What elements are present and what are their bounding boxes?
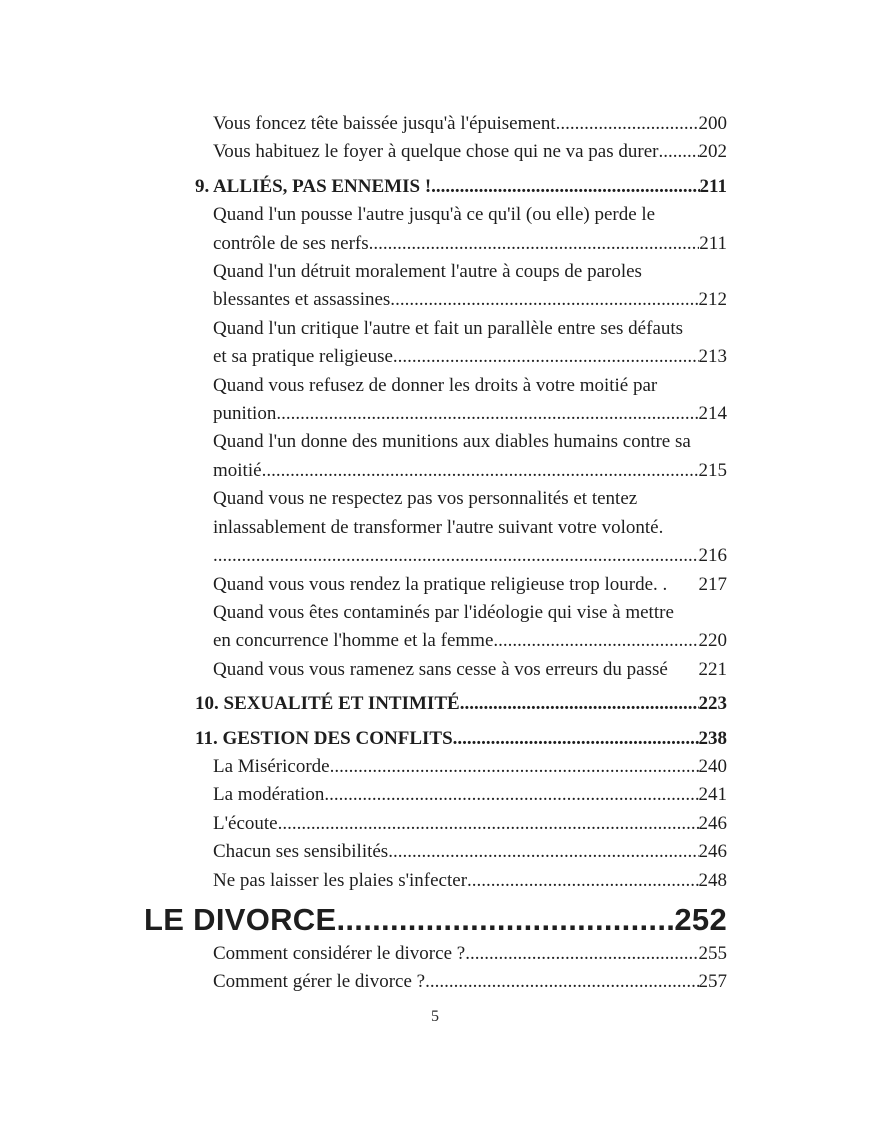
- dot-leader: [395, 286, 698, 314]
- table-of-contents: [144, 110, 727, 997]
- toc-entry-sub: [144, 571, 727, 599]
- toc-entry-page-number: 216: [698, 545, 727, 567]
- toc-entry-sub: [144, 372, 727, 429]
- dot-leader: [465, 940, 698, 968]
- toc-entry-page-number: 246: [698, 841, 727, 863]
- toc-entry-page-number: 223: [698, 693, 727, 715]
- toc-entry-line: [213, 599, 727, 627]
- toc-entry-sub: [144, 940, 727, 968]
- toc-entry-line: [213, 867, 727, 895]
- toc-entry-page-number: 200: [698, 113, 727, 134]
- toc-entry-title: blessantes et assassines.: [213, 289, 396, 311]
- toc-entry-line: [213, 940, 727, 968]
- toc-entry-line: [213, 343, 727, 371]
- toc-entry-chapter: [144, 173, 727, 201]
- dot-leader: [658, 138, 698, 166]
- toc-entry-sub: [144, 968, 727, 996]
- toc-entry-page-number: 255: [698, 942, 727, 964]
- toc-entry-sub: [144, 753, 727, 781]
- toc-entry-page-number: 215: [698, 459, 727, 481]
- toc-entry-line: [213, 781, 727, 809]
- dot-leader: [493, 627, 698, 655]
- toc-entry-title: Vous foncez tête baissée jusqu'à l'épuisement: [213, 113, 556, 134]
- toc-entry-title: L'écoute: [213, 812, 278, 834]
- toc-entry-line: [213, 457, 727, 485]
- toc-entry-line: [213, 372, 727, 400]
- toc-entry-line: [195, 173, 727, 201]
- toc-entry-title: Quand l'un détruit moralement l'autre à coups de paroles: [213, 261, 642, 283]
- toc-entry-title: contrôle de ses nerfs.: [213, 232, 374, 254]
- toc-entry-title: et sa pratique religieuse.: [213, 346, 398, 368]
- dot-leader: [460, 690, 699, 718]
- toc-entry-page-number: 257: [698, 971, 727, 993]
- toc-entry-title: Chacun ses sensibilités: [213, 841, 389, 863]
- dot-leader: [281, 400, 698, 428]
- toc-entry-title: 10. SEXUALITÉ ET INTIMITÉ: [195, 693, 460, 715]
- toc-entry-title: moitié: [213, 459, 262, 481]
- toc-entry-title: LE DIVORCE: [144, 901, 337, 937]
- toc-entry-page-number: 241: [698, 784, 727, 806]
- toc-entry-page-number: 221: [698, 658, 727, 680]
- toc-entry-page-number: 220: [698, 630, 727, 652]
- toc-entry-sub: [144, 838, 727, 866]
- toc-entry-sub: [144, 138, 727, 166]
- toc-entry-line: [213, 138, 727, 166]
- toc-entry-line: [213, 400, 727, 428]
- toc-entry-line: [213, 542, 727, 570]
- toc-entry-line: [213, 968, 727, 996]
- dot-leader: [425, 968, 698, 996]
- toc-entry-line: [213, 485, 727, 513]
- toc-entry-sub: [144, 315, 727, 372]
- toc-entry-line: [213, 286, 727, 314]
- dot-leader: [373, 230, 699, 258]
- toc-entry-line: [144, 900, 727, 940]
- toc-entry-page-number: 202: [698, 141, 727, 163]
- toc-entry-line: [213, 627, 727, 655]
- toc-entry-title: en concurrence l'homme et la femme: [213, 630, 494, 652]
- toc-entry-page-number: 252: [674, 901, 727, 937]
- toc-entry-title: Quand l'un donne des munitions aux diables humains contre sa: [213, 431, 691, 453]
- toc-entry-title: Quand l'un critique l'autre et fait un parallèle entre ses défauts: [213, 317, 684, 339]
- dot-leader: [324, 781, 698, 809]
- toc-entry-page-number: 213: [698, 346, 727, 368]
- dot-leader: [336, 900, 674, 940]
- toc-entry-title: Quand vous êtes contaminés par l'idéologie qui vise à mettre: [213, 601, 674, 623]
- toc-entry-title: inlassablement de transformer l'autre suivant votre volonté.: [213, 516, 664, 538]
- toc-entry-sub: [144, 656, 727, 684]
- dot-leader: [262, 457, 699, 485]
- toc-entry-title: Vous habituez le foyer à quelque chose qui ne va pas durer: [213, 141, 659, 163]
- toc-entry-title: Ne pas laisser les plaies s'infecter: [213, 869, 468, 891]
- dot-leader: [213, 542, 699, 570]
- dot-leader: [398, 343, 699, 371]
- toc-entry-page-number: 214: [698, 403, 727, 425]
- toc-entry-page-number: 238: [698, 727, 727, 749]
- toc-entry-page-number: 240: [698, 755, 727, 777]
- toc-entry-title: La Miséricorde: [213, 755, 330, 777]
- dot-leader: [330, 753, 699, 781]
- toc-entry-line: [213, 258, 727, 286]
- toc-entry-line: [195, 725, 727, 753]
- toc-entry-sub: [144, 110, 727, 138]
- toc-entry-line: [213, 571, 727, 599]
- toc-entry-title: punition.: [213, 403, 282, 425]
- toc-entry-chapter: [144, 690, 727, 718]
- toc-entry-page-number: 211: [699, 232, 727, 254]
- toc-entry-page-number: 212: [698, 289, 727, 311]
- toc-entry-title: 9. ALLIÉS, PAS ENNEMIS !: [195, 175, 432, 197]
- toc-entry-title: Comment gérer le divorce ?: [213, 971, 426, 993]
- toc-entry-line: [213, 201, 727, 229]
- dot-leader: [453, 725, 699, 753]
- toc-entry-sub: [144, 485, 727, 570]
- toc-entry-line: [195, 690, 727, 718]
- toc-entry-line: [213, 838, 727, 866]
- toc-entry-title: Quand l'un pousse l'autre jusqu'à ce qu'il (ou elle) perde le: [213, 204, 656, 226]
- toc-entry-sub: [144, 428, 727, 485]
- toc-entry-line: [213, 753, 727, 781]
- toc-entry-page-number: 211: [699, 175, 727, 197]
- toc-entry-sub: [144, 867, 727, 895]
- toc-entry-line: [213, 514, 727, 542]
- toc-entry-line: [213, 230, 727, 258]
- toc-entry-title: Quand vous vous rendez la pratique religieuse trop lourde. .: [213, 573, 668, 595]
- dot-leader: [467, 867, 698, 895]
- toc-entry-part: [144, 900, 727, 940]
- dot-leader: [431, 173, 699, 201]
- toc-entry-line: [213, 810, 727, 838]
- toc-entry-title: Quand vous vous ramenez sans cesse à vos erreurs du passé: [213, 658, 668, 680]
- toc-entry-title: Quand vous ne respectez pas vos personnalités et tentez: [213, 488, 638, 510]
- toc-entry-title: 11. GESTION DES CONFLITS: [195, 727, 453, 749]
- toc-entry-page-number: 246: [698, 812, 727, 834]
- dot-leader: [556, 110, 699, 138]
- toc-entry-sub: [144, 599, 727, 656]
- toc-entry-sub: [144, 810, 727, 838]
- page-number: 5: [431, 1008, 439, 1025]
- dot-leader: [388, 838, 698, 866]
- toc-entry-sub: [144, 781, 727, 809]
- toc-entry-line: [213, 315, 727, 343]
- toc-entry-title: Comment considérer le divorce ?: [213, 942, 466, 964]
- toc-entry-title: Quand vous refusez de donner les droits à votre moitié par: [213, 374, 658, 396]
- toc-entry-sub: [144, 258, 727, 315]
- toc-entry-title: La modération: [213, 784, 325, 806]
- toc-entry-line: [213, 656, 727, 684]
- toc-entry-page-number: 217: [698, 573, 727, 595]
- toc-entry-chapter: [144, 725, 727, 753]
- toc-entry-page-number: 248: [698, 869, 727, 891]
- dot-leader: [278, 810, 699, 838]
- toc-entry-line: [213, 110, 727, 138]
- toc-entry-line: [213, 428, 727, 456]
- toc-entry-sub: [144, 201, 727, 258]
